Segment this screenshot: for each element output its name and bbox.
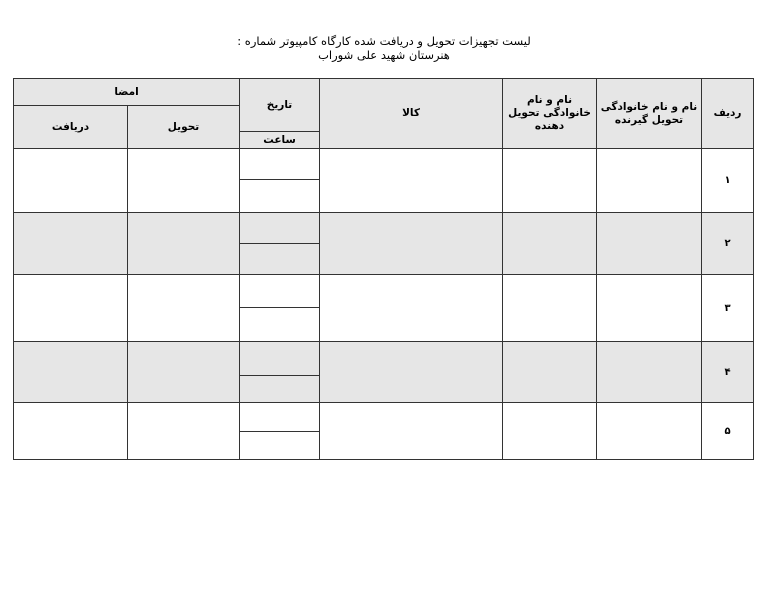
delivery-signature-cell bbox=[128, 149, 240, 213]
row-number-cell: ۱ bbox=[702, 149, 754, 213]
date-cell bbox=[240, 213, 320, 244]
receiver-name-cell bbox=[597, 149, 702, 213]
delivery-signature-cell bbox=[128, 342, 240, 403]
header-delivery: تحویل bbox=[128, 106, 240, 149]
item-cell bbox=[320, 213, 503, 275]
deliverer-name-cell bbox=[503, 275, 597, 342]
row-number-cell: ۳ bbox=[702, 275, 754, 342]
item-cell bbox=[320, 149, 503, 213]
header-row-number: ردیف bbox=[702, 79, 754, 149]
delivery-signature-cell bbox=[128, 275, 240, 342]
title-line-2: هنرستان شهید علی شوراب bbox=[318, 48, 450, 62]
time-cell bbox=[240, 376, 320, 403]
receipt-signature-cell bbox=[14, 149, 128, 213]
equipment-table bbox=[13, 78, 754, 460]
receipt-signature-cell bbox=[14, 342, 128, 403]
time-cell bbox=[240, 244, 320, 275]
item-cell bbox=[320, 342, 503, 403]
time-cell bbox=[240, 308, 320, 342]
row-number-cell: ۲ bbox=[702, 213, 754, 275]
time-cell bbox=[240, 432, 320, 460]
receipt-signature-cell bbox=[14, 403, 128, 460]
date-cell bbox=[240, 149, 320, 180]
header-receipt: دریافت bbox=[14, 106, 128, 149]
receipt-signature-cell bbox=[14, 275, 128, 342]
item-cell bbox=[320, 403, 503, 460]
header-deliverer-name: نام و نام خانوادگی تحویل دهنده bbox=[503, 79, 597, 149]
receipt-signature-cell bbox=[14, 213, 128, 275]
deliverer-name-cell bbox=[503, 342, 597, 403]
receiver-name-cell bbox=[597, 403, 702, 460]
delivery-signature-cell bbox=[128, 213, 240, 275]
header-item: کالا bbox=[320, 79, 503, 149]
date-cell bbox=[240, 342, 320, 376]
date-cell bbox=[240, 403, 320, 432]
header-date: تاریخ bbox=[240, 79, 320, 132]
item-cell bbox=[320, 275, 503, 342]
receiver-name-cell bbox=[597, 342, 702, 403]
receiver-name-cell bbox=[597, 275, 702, 342]
deliverer-name-cell bbox=[503, 403, 597, 460]
time-cell bbox=[240, 180, 320, 213]
delivery-signature-cell bbox=[128, 403, 240, 460]
receiver-name-cell bbox=[597, 213, 702, 275]
header-receiver-name: نام و نام خانوادگی تحویل گیرنده bbox=[597, 79, 702, 149]
header-time: ساعت bbox=[240, 132, 320, 149]
title-line-1: لیست تجهیزات تحویل و دریافت شده کارگاه کامپیوتر شماره : bbox=[237, 34, 531, 48]
document-title bbox=[0, 34, 768, 62]
header-signature: امضا bbox=[14, 79, 240, 106]
row-number-cell: ۴ bbox=[702, 342, 754, 403]
deliverer-name-cell bbox=[503, 149, 597, 213]
row-number-cell: ۵ bbox=[702, 403, 754, 460]
deliverer-name-cell bbox=[503, 213, 597, 275]
date-cell bbox=[240, 275, 320, 308]
